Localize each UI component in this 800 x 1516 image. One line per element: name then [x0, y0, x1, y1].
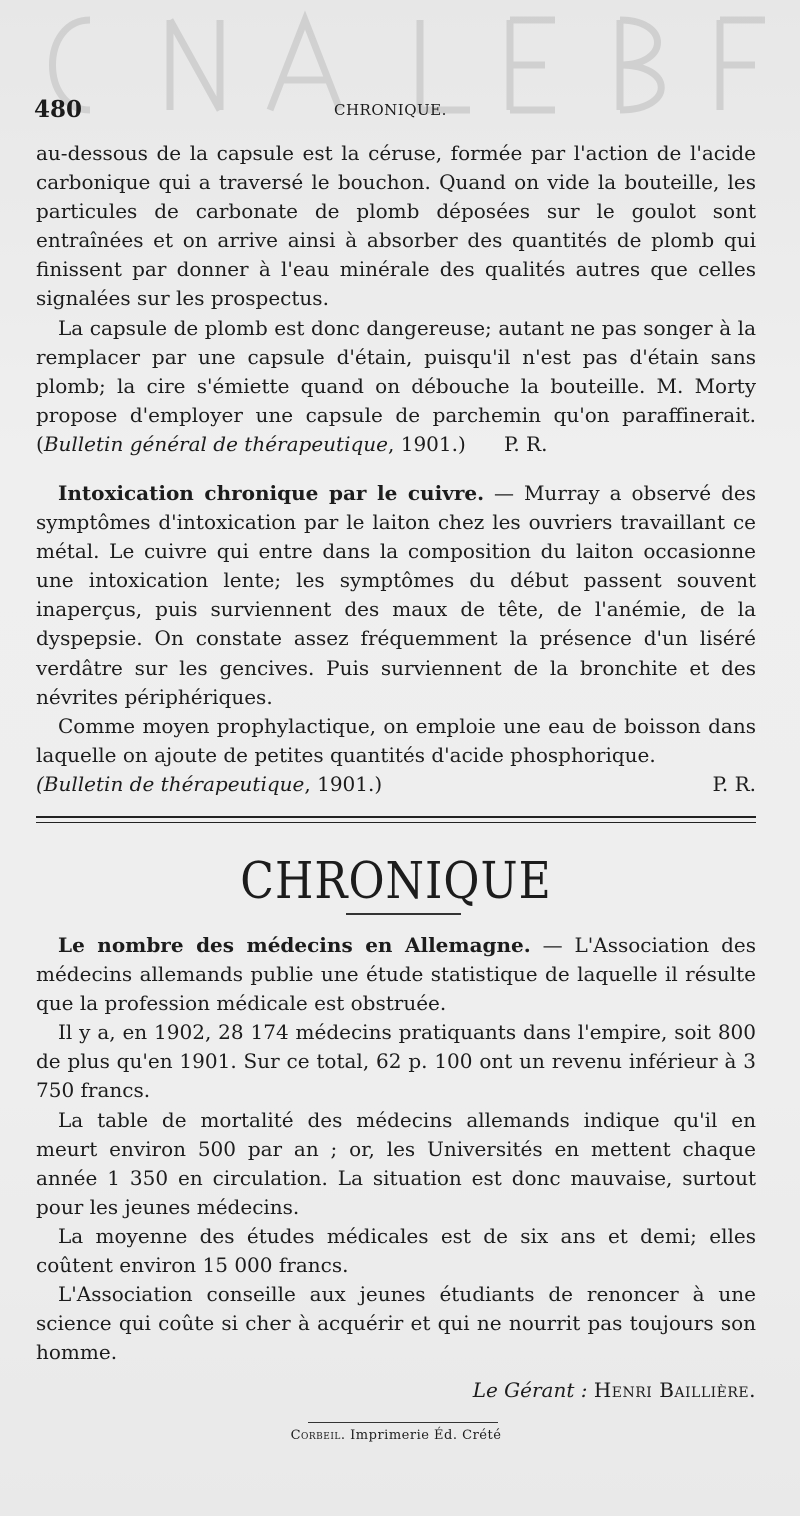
- imprint-text: Imprimerie Éd. Crété: [350, 1428, 502, 1443]
- signature: [36, 1376, 756, 1405]
- article-heading: Le nombre des médecins en Allemagne.: [58, 933, 531, 957]
- paragraph-text: La capsule de plomb est donc dangereuse; autant ne pas songer à la remplacer par une capsule d'étain, puisqu'il n'est pas d'étain sans plomb; la cire s'émiette quand on débouche la bouteille. M. Morty propose d'employer une capsule de parchemin qu'on paraffinerait. (: [36, 315, 756, 456]
- signature-role: Le Gérant :: [472, 1378, 588, 1402]
- paragraph-text: — Murray a observé des symptômes d'intoxication par le laiton chez les ouvriers travaillant ce métal. Le cuivre qui entre dans la composition du laiton occasionne une intoxication lente; les symptômes du début passent souvent inaperçus, puis surviennent des maux de tête, de l'anémie, de la dyspepsie. On constate assez fréquemment la présence d'un liséré verdâtre sur les gencives. Puis surviennent de la bronchite et des névrites périphériques.: [36, 481, 756, 709]
- double-rule-divider: [36, 816, 756, 828]
- paragraph: La moyenne des études médicales est de six ans et demi; elles coûtent environ 15 000 francs.: [36, 1223, 756, 1278]
- article-german-physicians: [36, 931, 756, 1367]
- paragraph-text: — L'Association des médecins allemands publie une étude statistique de laquelle il résulte que la profession médicale est obstruée.: [36, 933, 756, 1016]
- paragraph: au-dessous de la capsule est la céruse, formée par l'action de l'acide carbonique qui a traversé le bouchon. Quand on vide la bouteille, les particules de carbonate de plomb déposées sur le goulot sont entraînées et on arrive ainsi à absorber des quantités de plomb qui finissent par donner à l'eau minérale des qualités autres que celles signalées sur les prospectus.: [36, 141, 756, 311]
- article-heading: Intoxication chronique par le cuivre.: [58, 481, 485, 505]
- author-initials: P. R.: [712, 771, 756, 796]
- article-lead-poisoning: [36, 139, 756, 459]
- page-header: [34, 96, 754, 126]
- source-title: (Bulletin de thérapeutique: [36, 771, 305, 796]
- paragraph: L'Association conseille aux jeunes étudiants de renoncer à une science qui coûte si cher à acquérir et qui ne nourrit pas toujours son homme.: [36, 1282, 756, 1365]
- section-title: CHRONIQUE: [240, 852, 552, 911]
- running-head: CHRONIQUE.: [334, 101, 447, 119]
- paragraph: La table de mortalité des médecins allemands indique qu'il en meurt environ 500 par an ; or, les Universités en mettent chaque année 1 350 en circulation. La situation est donc mauvaise, surtout pour les jeunes médecins.: [36, 1107, 756, 1219]
- author-initials: P. R.: [503, 431, 548, 456]
- paragraph: Comme moyen prophylactique, on emploie une eau de boisson dans laquelle on ajoute de petites quantités d'acide phosphorique.: [36, 713, 756, 767]
- imprint-rule: [308, 1422, 498, 1423]
- source-line: [36, 770, 756, 799]
- signature-name: Henri Baillière.: [593, 1378, 756, 1402]
- paragraph: Il y a, en 1902, 28 174 médecins pratiquants dans l'empire, soit 800 de plus qu'en 1901. Sur ce total, 62 p. 100 ont un revenu inférieur à 3 750 francs.: [36, 1020, 756, 1103]
- rule-line: [36, 822, 756, 823]
- paragraph: [36, 314, 756, 459]
- paragraph: [36, 479, 756, 712]
- source-year: , 1901.): [388, 431, 466, 456]
- title-underline: [346, 913, 461, 915]
- printer-imprint: [36, 1428, 756, 1443]
- source-title: Bulletin général de thérapeutique: [43, 431, 388, 456]
- article-copper-poisoning: [36, 479, 756, 799]
- imprint-city: Corbeil.: [290, 1428, 346, 1443]
- paragraph: [36, 931, 756, 1018]
- page-number: 480: [34, 96, 83, 123]
- source-year: , 1901.): [304, 771, 383, 796]
- rule-line: [36, 816, 756, 818]
